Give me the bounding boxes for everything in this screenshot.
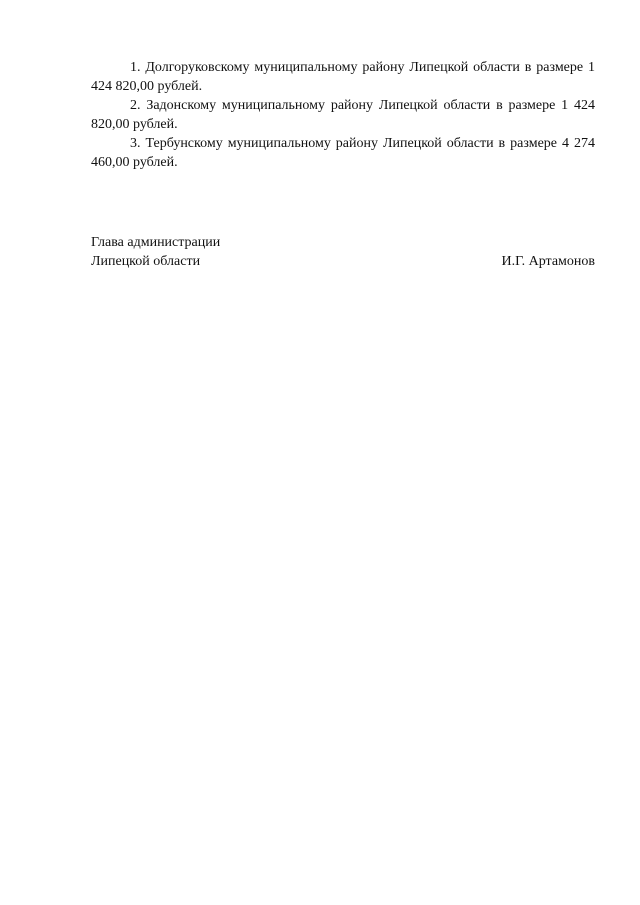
paragraph-3: 3. Тербунскому муниципальному району Липецкой области в размере 4 274 460,00 рублей. bbox=[91, 136, 595, 170]
paragraph-1: 1. Долгоруковскому муниципальному району Липецкой области в размере 1 424 820,00 рублей. bbox=[91, 60, 595, 94]
signer-position-line-1: Глава администрации bbox=[91, 235, 221, 250]
signature-block bbox=[91, 233, 595, 271]
signer-name: И.Г. Артамонов bbox=[501, 254, 595, 269]
paragraph-2: 2. Задонскому муниципальному району Липецкой области в размере 1 424 820,00 рублей. bbox=[91, 98, 595, 132]
signature-row bbox=[91, 252, 595, 271]
document-body bbox=[91, 58, 595, 172]
signer-position-line-2: Липецкой области bbox=[91, 254, 201, 269]
